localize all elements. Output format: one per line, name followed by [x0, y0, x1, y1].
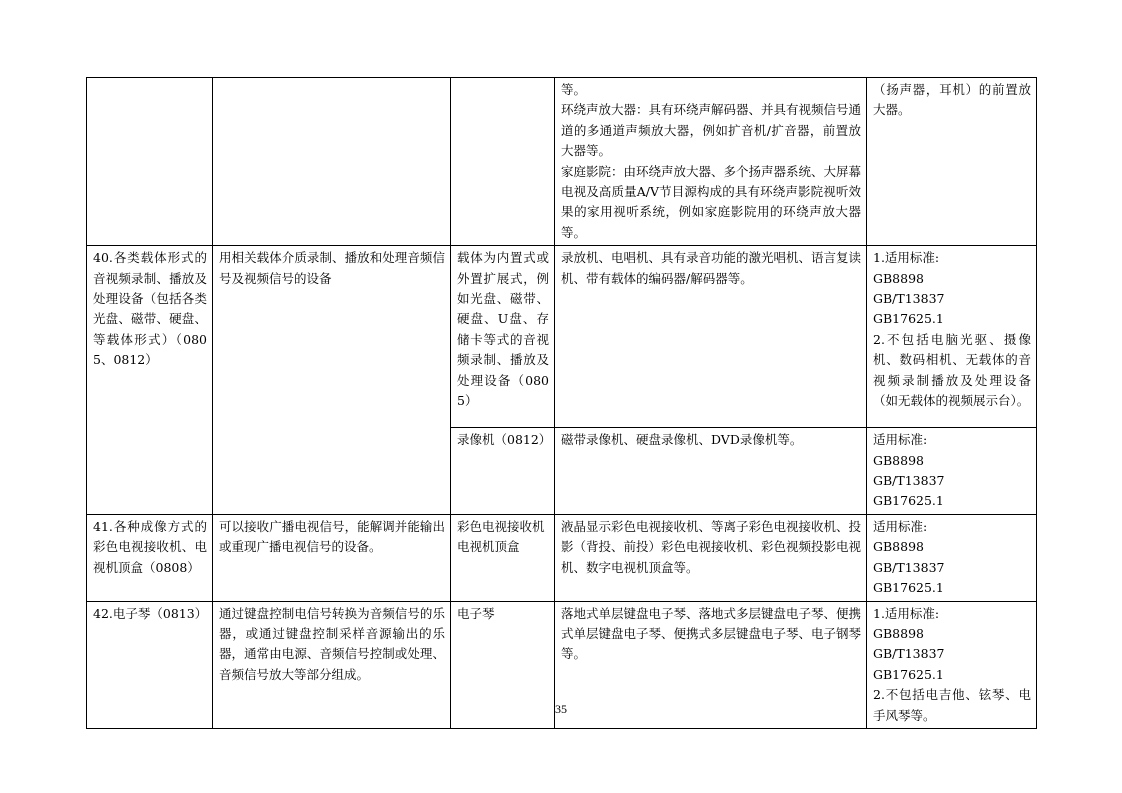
subcategory-cell	[451, 78, 555, 246]
notes-cell	[867, 514, 1037, 601]
cell-line: 电视机顶盒	[457, 539, 520, 555]
subcategory-cell	[451, 514, 555, 601]
cell-line: GB/T13837	[873, 473, 945, 489]
definition-cell: 用相关载体介质录制、播放和处理音频信号及视频信号的设备	[213, 246, 451, 515]
cell-line: GB/T13837	[873, 291, 945, 307]
subcategory-cell: 载体为内置式或外置扩展式，例如光盘、磁带、硬盘、U盘、存储卡等式的音视频录制、播放及处理设备（0805）	[451, 246, 555, 428]
table-row	[87, 514, 1037, 601]
subcategory-cell: 录像机（0812）	[451, 428, 555, 515]
cell-line: 彩色电视接收机	[457, 518, 545, 534]
product-cell: 40.各类载体形式的音视频录制、播放及处理设备（包括各类光盘、磁带、硬盘、等载体形式）（0805、0812）	[87, 246, 213, 515]
definition-cell: 可以接收广播电视信号，能解调并能输出或重现广播电视信号的设备。	[213, 514, 451, 601]
definition-cell	[213, 78, 451, 246]
examples-cell: 液晶显示彩色电视接收机、等离子彩色电视接收机、投影（背投、前投）彩色电视接收机、彩色视频投影电视机、数字电视机顶盒等。	[555, 514, 867, 601]
cell-line: GB17625.1	[873, 311, 944, 327]
subcategory-cell: 电子琴	[451, 601, 555, 728]
examples-cell: 落地式单层键盘电子琴、落地式多层键盘电子琴、便携式单层键盘电子琴、便携式多层键盘电子琴、电子钢琴等。	[555, 601, 867, 728]
cell-line: 1.适用标准:	[873, 250, 940, 266]
cell-line: 适用标准:	[873, 432, 928, 448]
cell-line: 等。	[561, 82, 587, 97]
cell-line: 2.不包括电脑光驱、摄像机、数码相机、无载体的音视频录制播放及处理设备（如无载体的视频展示台）。	[873, 331, 1031, 409]
cell-line: GB17625.1	[873, 666, 944, 682]
examples-cell	[555, 78, 867, 246]
cell-line: 适用标准:	[873, 518, 928, 534]
cell-line: GB17625.1	[873, 580, 944, 596]
cell-line: GB8898	[873, 452, 924, 468]
notes-cell: （扬声器，耳机）的前置放大器。	[867, 78, 1037, 246]
cell-line: 环绕声放大器：具有环绕声解码器、并具有视频信号通道的多通道声频放大器，例如扩音机/扩音器，前置放大器等。	[561, 102, 862, 159]
table-row	[87, 246, 1037, 428]
cell-line: GB8898	[873, 270, 924, 286]
notes-cell	[867, 428, 1037, 515]
page-number: 35	[555, 702, 567, 716]
definition-cell: 通过键盘控制电信号转换为音频信号的乐器，或通过键盘控制采样音源输出的乐器，通常由电源、音频信号控制或处理、音频信号放大等部分组成。	[213, 601, 451, 728]
cell-line: 1.适用标准:	[873, 605, 940, 621]
notes-cell	[867, 246, 1037, 428]
product-cell	[87, 78, 213, 246]
cell-line: 2.不包括电吉他、铉琴、电手风琴等。	[873, 687, 1031, 723]
cell-line: 家庭影院：由环绕声放大器、多个扬声器系统、大屏幕电视及高质量A/V节目源构成的具有环绕声影院视听效果的家用视听系统，例如家庭影院用的环绕声放大器等。	[561, 163, 862, 240]
cell-line: GB/T13837	[873, 559, 945, 575]
cell-line: GB8898	[873, 539, 924, 555]
product-cell: 42.电子琴（0813）	[87, 601, 213, 728]
cell-line: GB17625.1	[873, 493, 944, 509]
examples-cell: 录放机、电唱机、具有录音功能的激光唱机、语言复读机、带有载体的编码器/解码器等。	[555, 246, 867, 428]
cell-line: GB8898	[873, 625, 924, 641]
product-catalog-table	[86, 77, 1037, 729]
catalog-page	[86, 77, 1036, 729]
cell-line: GB/T13837	[873, 646, 945, 662]
table-row	[87, 78, 1037, 246]
examples-cell: 磁带录像机、硬盘录像机、DVD录像机等。	[555, 428, 867, 515]
product-cell: 41.各种成像方式的彩色电视接收机、电视机顶盒（0808）	[87, 514, 213, 601]
